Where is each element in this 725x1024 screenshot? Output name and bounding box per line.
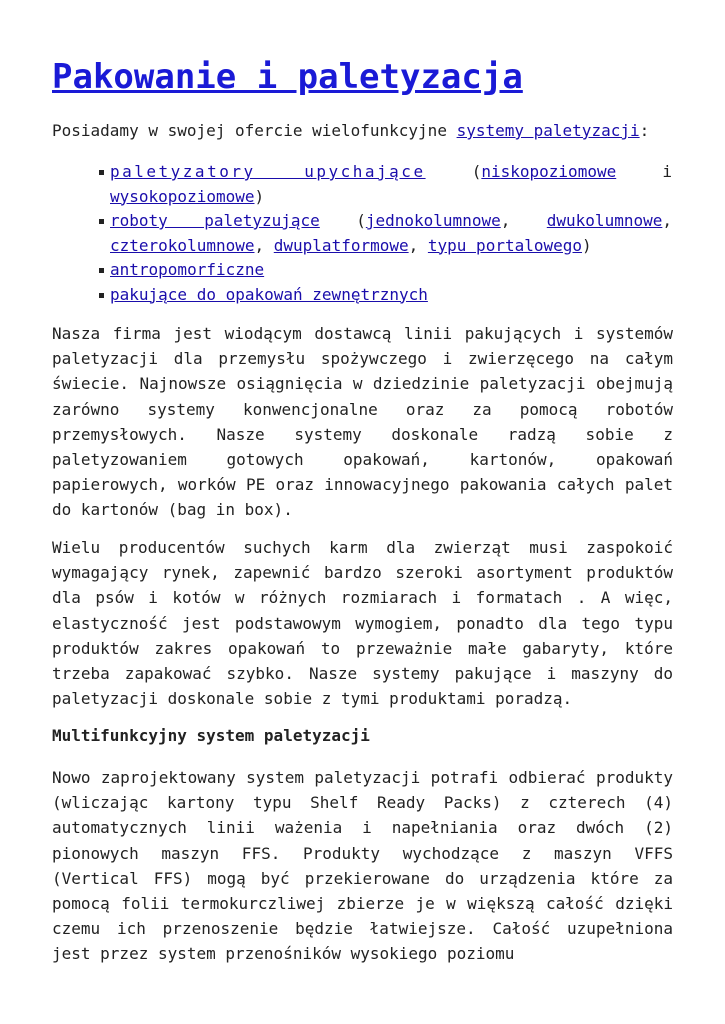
list-item (52, 283, 672, 308)
list-separator: , (662, 211, 672, 230)
link-czterokolumnowe[interactable]: czterokolumnowe (110, 235, 255, 255)
list-item (52, 209, 672, 258)
list-separator: i (616, 162, 672, 181)
link-roboty-paletyzujace[interactable]: roboty paletyzujące (110, 211, 320, 230)
list-separator: , (408, 235, 428, 255)
link-dwuplatformowe[interactable]: dwuplatformowe (273, 235, 409, 255)
paragraph-multifunction: Nowo zaprojektowany system paletyzacji potrafi odbierać produkty (wliczając kartony typu Shelf Ready Packs) z czterech (4) automatycznych linii ważenia i napełniania oraz dwóch (2) pionowych maszyn FFS. Produkty wychodzące z maszyn VFFS (Vertical FFS) mogą być przekierowane do urządzenia które za pomocą folii termokurczliwej zbierze je w większą całość dzięki czemu ich przenoszenie będzie łatwiejsze. Całość uzupełniona jest przez system przenośników wysokiego poziomu (52, 768, 673, 964)
link-niskopoziomowe[interactable]: niskopoziomowe (481, 162, 617, 181)
link-typu-portalowego[interactable]: typu portalowego (427, 235, 583, 255)
intro-lead: Posiadamy w swojej ofercie wielofunkcyjne (52, 121, 457, 140)
link-dwukolumnowe[interactable]: dwukolumnowe (546, 211, 663, 230)
product-list (52, 160, 672, 307)
intro-suffix: : (639, 121, 650, 140)
list-paren-close: ) (254, 186, 265, 206)
link-jednokolumnowe[interactable]: jednokolumnowe (365, 211, 501, 230)
link-pakujace-do-opakowan[interactable]: pakujące do opakowań zewnętrznych (110, 284, 428, 304)
intro-link-systemy-paletyzacji[interactable]: systemy paletyzacji (456, 121, 640, 140)
list-item (52, 258, 672, 283)
list-paren-open: ( (319, 211, 366, 230)
list-separator: , (500, 211, 547, 230)
link-antropomorficzne[interactable]: antropomorficzne (110, 260, 265, 279)
list-paren-open: ( (425, 162, 482, 181)
link-wysokopoziomowe[interactable]: wysokopoziomowe (110, 186, 255, 206)
link-paletyzatory-upychajace[interactable]: paletyzatory upychające (110, 162, 426, 181)
list-item (52, 160, 672, 209)
paragraph-company: Nasza firma jest wiodącym dostawcą linii pakujących i systemów paletyzacji dla przemysłu spożywczego i zwierzęcego na całym świecie. Najnowsze osiągnięcia w dziedzinie paletyzacji obejmują zarówno systemy konwencjonalne oraz za pomocą robotów przemysłowych. Nasze systemy doskonale radzą sobie z paletyzowaniem gotowych opakowań, kartonów, opakowań papierowych, worków PE oraz innowacyjnego pakowania całych palet do kartonów (bag in box). (52, 324, 673, 520)
section-heading: Multifunkcyjny system paletyzacji (52, 726, 370, 745)
list-paren-close: ) (582, 235, 592, 255)
list-separator: , (254, 235, 274, 255)
intro-text (52, 119, 649, 143)
page-title-link[interactable]: Pakowanie i paletyzacja (52, 57, 523, 97)
page-title (52, 54, 523, 100)
paragraph-pet-food: Wielu producentów suchych karm dla zwierząt musi zaspokoić wymagający rynek, zapewnić bardzo szeroki asortyment produktów dla psów i kotów w różnych rozmiarach i formatach . A więc, elastyczność jest podstawowym wymogiem, ponadto dla tego typu produktów zakres opakowań to przeważnie małe gabaryty, które trzeba zapakować szybko. Nasze systemy pakujące i maszyny do paletyzacji doskonale sobie z tymi produktami poradzą. (52, 538, 673, 709)
